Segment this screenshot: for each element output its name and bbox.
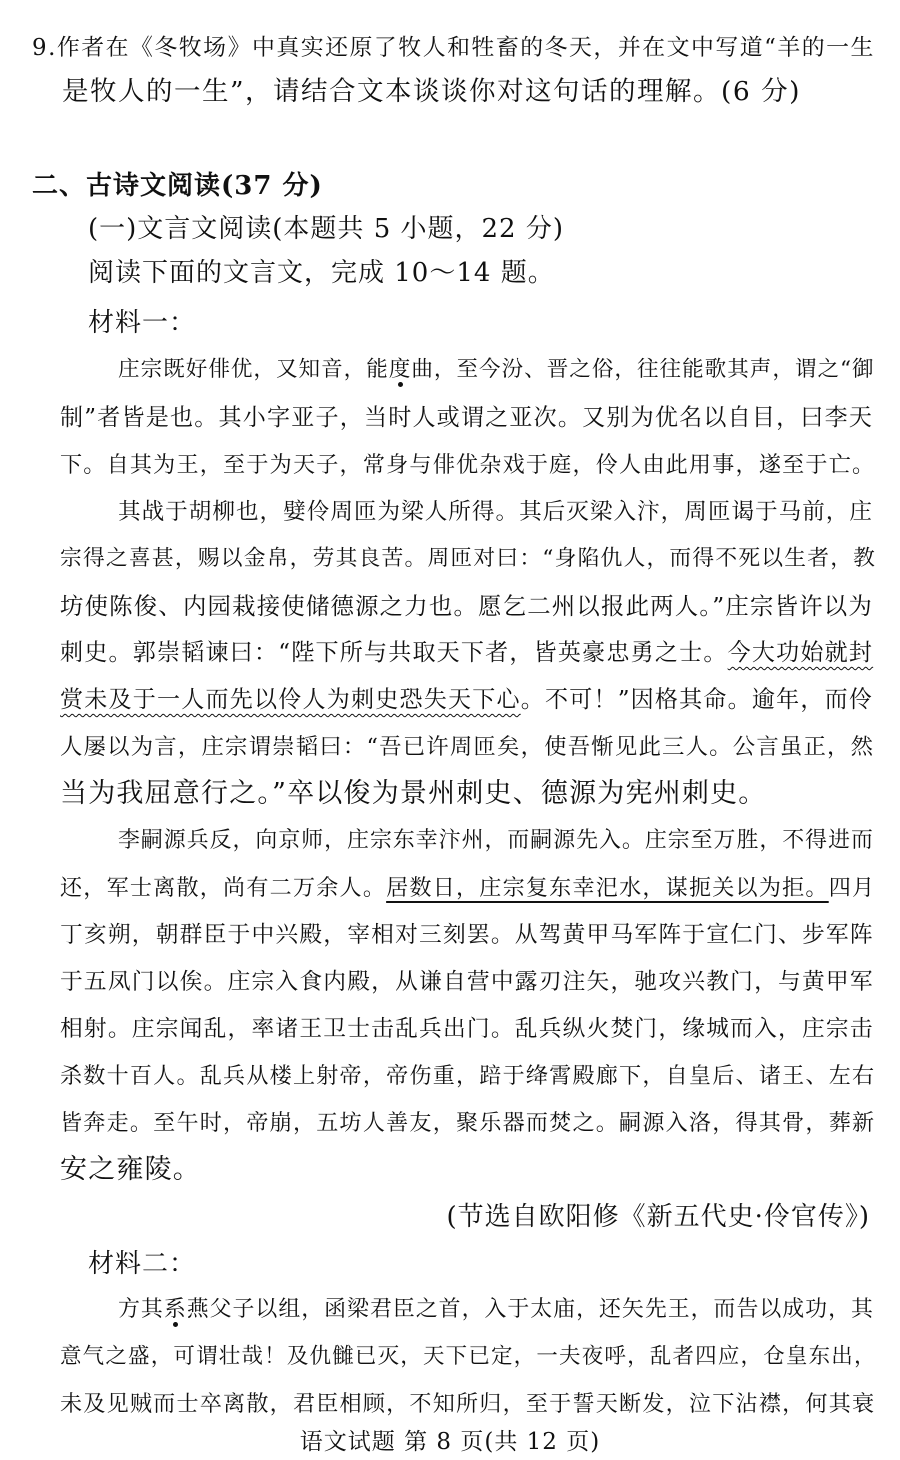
passage-line: 下。自其为王，至于为天子，常身与俳优杂戏于庭，伶人由此用事，遂至于亡。 bbox=[60, 452, 876, 478]
passage-line: 刺史。郭崇韬谏曰：“陛下所与共取天下者，皆英豪忠勇之士。今大功始就封 bbox=[60, 640, 874, 666]
page-footer: 语文试题 第 8 页(共 12 页) bbox=[299, 1429, 601, 1455]
passage-line: 丁亥朔，朝群臣于中兴殿，宰相对三刻罢。从驾黄甲马军阵于宣仁门、步军阵 bbox=[60, 922, 874, 948]
passage-line: 赏未及于一人而先以伶人为刺史恐失天下心。不可！”因格其命。逾年，而伶 bbox=[60, 687, 874, 713]
passage-line: 宗得之喜甚，赐以金帛，劳其良苦。周匝对曰：“身陷仇人，而得不死以生者，教 bbox=[60, 546, 877, 571]
passage-line: 安之雍陵。 bbox=[60, 1154, 201, 1185]
question-9-line-1: 9.作者在《冬牧场》中真实还原了牧人和牲畜的冬天，并在文中写道“羊的一生 bbox=[32, 35, 875, 61]
reading-instruction: 阅读下面的文言文，完成 10～14 题。 bbox=[88, 258, 555, 288]
passage-line: 还，军士离散，尚有二万余人。居数日，庄宗复东幸汜水，谋扼关以为拒。四月 bbox=[60, 875, 876, 901]
wavy-underlined-text: 今大功始就封 bbox=[727, 640, 874, 666]
passage-line: 当为我屈意行之。”卒以俊为景州刺史、德源为宪州刺史。 bbox=[60, 778, 767, 809]
underlined-text: 居数日，庄宗复东幸汜水，谋扼关以为拒。 bbox=[386, 875, 829, 901]
passage-line: 相射。庄宗闻乱，率诸王卫士击乱兵出门。乱兵纵火焚门，缘城而入，庄宗击 bbox=[60, 1016, 874, 1042]
passage-line: 制”者皆是也。其小字亚子，当时人或谓之亚次。又别为优名以自目，曰李天 bbox=[60, 405, 874, 431]
emphasis-dot-char: 系 bbox=[163, 1297, 187, 1322]
passage-line: 皆奔走。至午时，帝崩，五坊人善友，聚乐器而焚之。嗣源入洛，得其骨，葬新 bbox=[60, 1110, 876, 1136]
passage-line: 庄宗既好俳优，又知音，能度曲，至今汾、晋之俗，往往能歌其声，谓之“御 bbox=[118, 357, 875, 382]
passage-line: 方其系燕父子以组，函梁君臣之首，入于太庙，还矢先王，而告以成功，其 bbox=[118, 1297, 874, 1322]
material-1-label: 材料一： bbox=[88, 308, 197, 338]
passage-line: 未及见贼而士卒离散，君臣相顾，不知所归，至于誓天断发，泣下沾襟，何其衰 bbox=[60, 1391, 876, 1417]
emphasis-dot-char: 度 bbox=[388, 357, 412, 382]
passage-line: 人屡以为言，庄宗谓崇韬曰：“吾已许周匝矣，使吾惭见此三人。公言虽正，然 bbox=[60, 734, 875, 760]
passage-line: 杀数十百人。乱兵从楼上射帝，帝伤重，踣于绛霄殿廊下，自皇后、诸王、左右 bbox=[60, 1063, 876, 1089]
question-9-line-2: 是牧人的一生”，请结合文本谈谈你对这句话的理解。(6 分) bbox=[62, 76, 802, 107]
passage-line: 李嗣源兵反，向京师，庄宗东幸汴州，而嗣源先入。庄宗至万胜，不得进而 bbox=[118, 828, 874, 853]
material-2-label: 材料二： bbox=[88, 1249, 197, 1279]
passage-line: 其战于胡柳也，嬖伶周匝为梁人所得。其后灭梁入汴，周匝谒于马前，庄 bbox=[118, 499, 873, 525]
source-citation: (节选自欧阳修《新五代史·伶官传》) bbox=[446, 1202, 870, 1232]
subsection-heading: (一)文言文阅读(本题共 5 小题，22 分) bbox=[88, 214, 564, 244]
wavy-underlined-text: 赏未及于一人而先以伶人为刺史恐失天下心 bbox=[60, 687, 521, 713]
passage-line: 意气之盛，可谓壮哉！及仇雠已灭，天下已定，一夫夜呼，乱者四应，仓皇东出， bbox=[60, 1344, 877, 1369]
passage-line: 于五凤门以俟。庄宗入食内殿，从谦自营中露刃注矢，驰攻兴教门，与黄甲军 bbox=[60, 969, 874, 995]
section-heading: 二、古诗文阅读(37 分) bbox=[32, 171, 323, 201]
passage-line: 坊使陈俊、内园栽接使储德源之力也。愿乞二州以报此两人。”庄宗皆许以为 bbox=[60, 592, 873, 620]
